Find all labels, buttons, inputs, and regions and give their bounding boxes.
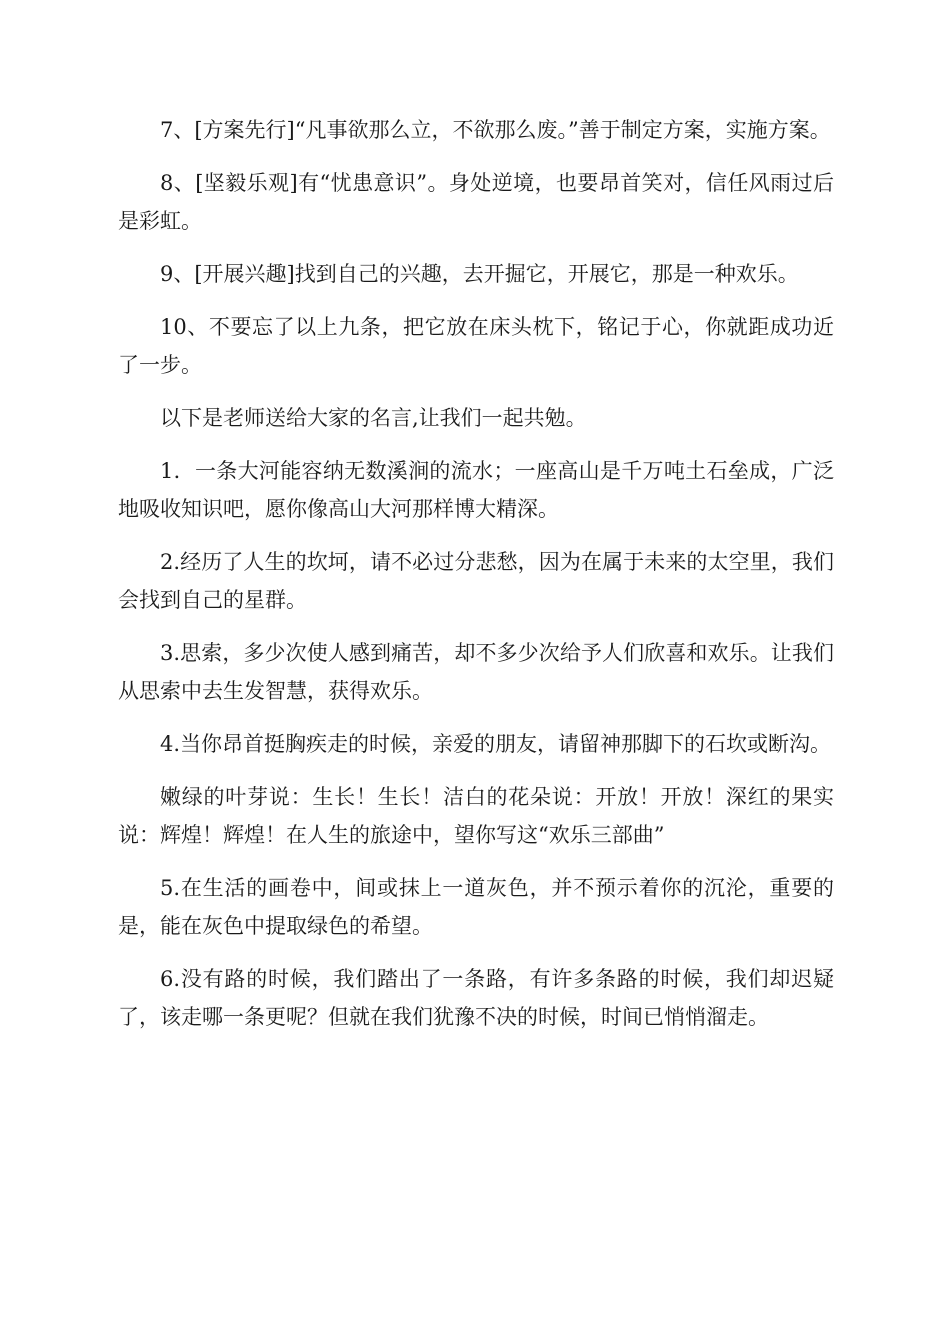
paragraph-quote-joy-trilogy: 嫩绿的叶芽说：生长！生长！洁白的花朵说：开放！开放！深红的果实说：辉煌！辉煌！在人生的旅途中，望你写这“欢乐三部曲” (118, 785, 834, 847)
paragraph-quote-6: 6.没有路的时候，我们踏出了一条路，有许多条路的时候，我们却迟疑了，该走哪一条更呢？但就在我们犹豫不决的时候，时间已悄悄溜走。 (118, 967, 834, 1029)
paragraph-tip-7: 7、[方案先行]“凡事欲那么立，不欲那么废。”善于制定方案，实施方案。 (160, 118, 831, 142)
paragraph-quote-1: 1．一条大河能容纳无数溪涧的流水；一座高山是千万吨土石垒成，广泛地吸收知识吧，愿你像高山大河那样博大精深。 (118, 459, 834, 521)
paragraph-tip-10: 10、不要忘了以上九条，把它放在床头枕下，铭记于心，你就距成功近了一步。 (118, 315, 834, 377)
paragraph-quote-2: 2.经历了人生的坎坷，请不必过分悲愁，因为在属于未来的太空里，我们会找到自己的星群。 (118, 550, 834, 612)
paragraph-quote-5: 5.在生活的画卷中，间或抹上一道灰色，并不预示着你的沉沦，重要的是，能在灰色中提取绿色的希望。 (118, 876, 834, 938)
document-body (118, 111, 834, 1051)
paragraph-quote-3: 3.思索，多少次使人感到痛苦，却不多少次给予人们欣喜和欢乐。让我们从思索中去生发智慧，获得欢乐。 (118, 641, 834, 703)
paragraph-tip-9: 9、[开展兴趣]找到自己的兴趣，去开掘它，开展它，那是一种欢乐。 (160, 262, 799, 286)
paragraph-quotes-intro: 以下是老师送给大家的名言,让我们一起共勉。 (160, 406, 587, 430)
paragraph-tip-8: 8、[坚毅乐观]有“忧患意识”。身处逆境，也要昂首笑对，信任风雨过后是彩虹。 (118, 171, 834, 233)
paragraph-quote-4: 4.当你昂首挺胸疾走的时候，亲爱的朋友，请留神那脚下的石坎或断沟。 (160, 732, 832, 756)
